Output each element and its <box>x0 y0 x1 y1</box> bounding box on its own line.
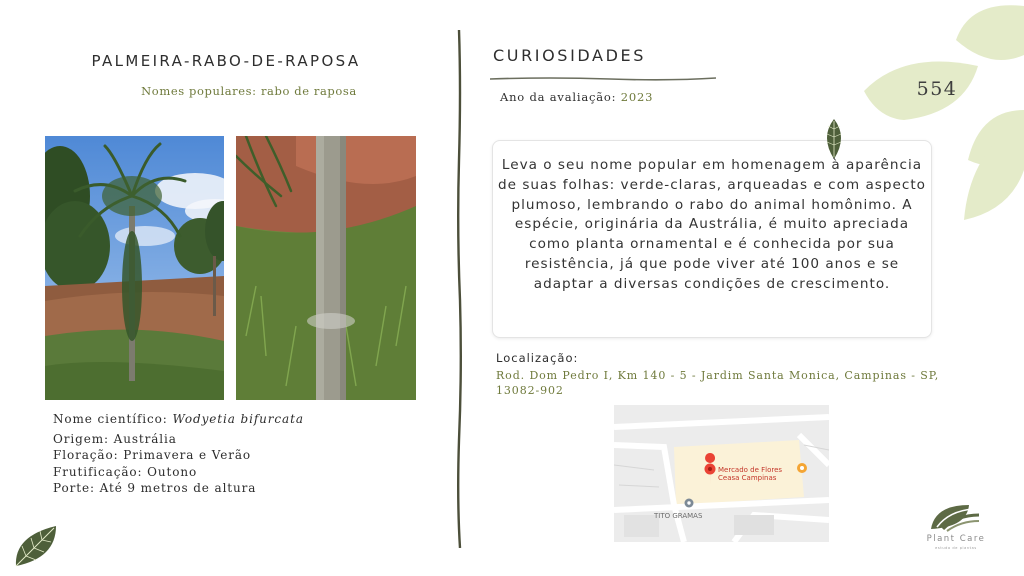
column-divider <box>452 30 468 548</box>
flowering-line <box>53 448 251 462</box>
evaluation-year <box>500 90 653 104</box>
popular-names-value: rabo de raposa <box>260 84 357 98</box>
bottom-leaf-icon <box>12 522 60 570</box>
scientific-name-line <box>53 412 304 426</box>
origin-value: Austrália <box>113 432 177 446</box>
evaluation-year-value: 2023 <box>620 90 654 104</box>
fruiting-label: Frutificação: <box>53 465 143 479</box>
plant-photo-landscape <box>45 136 224 400</box>
popular-names <box>40 84 458 98</box>
curiosity-text: Leva o seu nome popular em homenagem à aparência de suas folhas: verde-claras, arqueadas e com aspecto plumoso, lembrando o rabo do animal homônimo. A espécie, originária da Austrália, é muito apreciada como planta ornamental e é conhecida por sua resistência, já que pode viver até 100 anos e se adaptar a diversas condições de crescimento. <box>498 157 926 292</box>
brand-tagline: estudo de plantas <box>935 546 977 550</box>
plant-id-number: 554 <box>916 78 958 100</box>
plant-care-logo-icon <box>929 503 981 533</box>
map-place-line1: Mercado de Flores <box>718 466 783 474</box>
title-underline <box>490 68 716 76</box>
location-map[interactable] <box>614 405 829 542</box>
map-place-line2: Ceasa Campinas <box>718 474 777 482</box>
size-value: Até 9 metros de altura <box>99 481 257 495</box>
map-poi-label: TITO GRAMAS <box>654 512 703 520</box>
popular-names-label: Nomes populares: <box>141 84 257 98</box>
card-leaf-icon <box>822 119 846 159</box>
scientific-name-label: Nome científico: <box>53 412 168 426</box>
size-label: Porte: <box>53 481 95 495</box>
scientific-name-value: Wodyetia bifurcata <box>172 412 304 426</box>
plant-name-title: PALMEIRA-RABO-DE-RAPOSA <box>91 52 361 70</box>
flowering-value: Primavera e Verão <box>123 448 252 462</box>
flowering-label: Floração: <box>53 448 119 462</box>
brand-name: Plant Care <box>926 534 986 544</box>
location-label: Localização: <box>496 351 579 365</box>
curiosities-title: CURIOSIDADES <box>493 46 646 65</box>
origin-line <box>53 432 177 446</box>
map-place-label <box>718 466 782 482</box>
evaluation-year-label: Ano da avaliação: <box>500 90 617 104</box>
fruiting-line <box>53 465 197 479</box>
location-address[interactable]: Rod. Dom Pedro I, Km 140 - 5 - Jardim Santa Monica, Campinas - SP, 13082-902 <box>496 369 940 397</box>
plant-photo-trunk <box>236 136 416 400</box>
origin-label: Origem: <box>53 432 109 446</box>
fruiting-value: Outono <box>147 465 198 479</box>
size-line <box>53 481 256 495</box>
